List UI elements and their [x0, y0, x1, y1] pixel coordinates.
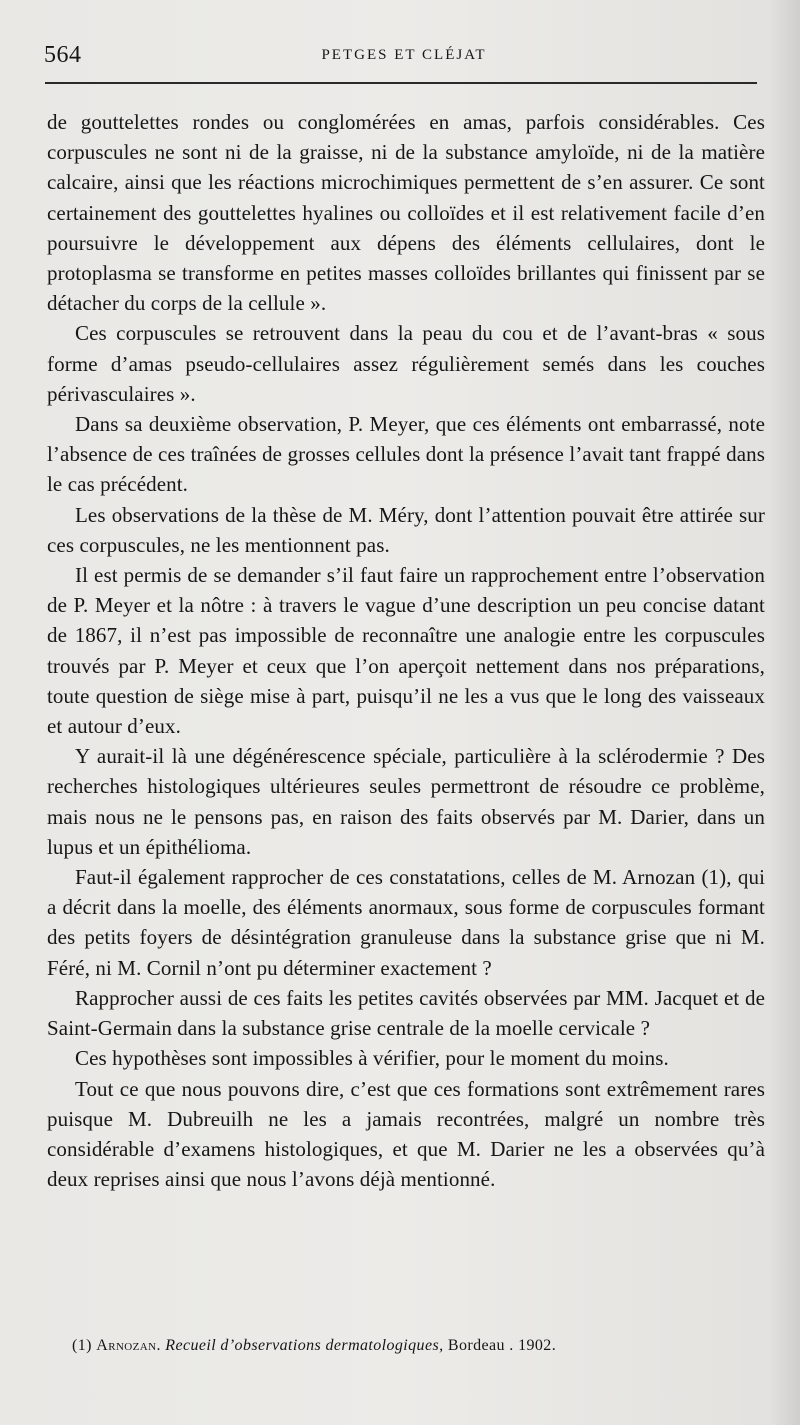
page-header: [44, 42, 764, 74]
body-text: [47, 107, 765, 1194]
paragraph: Dans sa deuxième observation, P. Meyer, que ces éléments ont embarrassé, note l’absence de ces traînées de grosses cellules dont la présence l’avait tant frappé dans le cas précédent.: [47, 412, 765, 497]
footnote: [72, 1335, 772, 1357]
paragraph: Tout ce que nous pouvons dire, c’est que ces formations sont extrêmement rares puisque M. Dubreuilh ne les a jamais recontrées, malgré un nombre très considérable d’examens histologiques, et que M. Darier ne les a observées qu’à deux reprises ainsi que nous l’avons déjà mentionné.: [47, 1076, 765, 1192]
paragraph: Rapprocher aussi de ces faits les petites cavités observées par MM. Jacquet et de Saint-Germain dans la substance grise centrale de la moelle cervicale ?: [47, 985, 765, 1041]
paragraph: Faut-il également rapprocher de ces constatations, celles de M. Arnozan (1), qui a décrit dans la moelle, des éléments anormaux, sous forme de corpuscules formant des petits foyers de désintégration granuleuse dans la substance grise que ni M. Féré, ni M. Cornil n’ont pu déterminer exactement ?: [47, 865, 765, 980]
page-number: 564: [44, 42, 82, 68]
paragraph: Les observations de la thèse de M. Méry, dont l’attention pouvait être attirée sur ces corpuscules, ne les mentionnent pas.: [47, 502, 765, 557]
footnote-author: Arnozan.: [96, 1337, 161, 1354]
paragraph: Ces hypothèses sont impossibles à vérifier, pour le moment du moins.: [75, 1046, 669, 1071]
paragraph: Ces corpuscules se retrouvent dans la peau du cou et de l’avant-bras « sous forme d’amas pseudo-cellulaires assez régulièrement semés dans les couches périvasculaires ».: [47, 321, 765, 406]
paragraph: Y aurait-il là une dégénérescence spéciale, particulière à la sclérodermie ? Des recherches histologiques ultérieures seules permettront de résoudre ce problème, mais nous ne le pensons pas, en raison des faits observés par M. Darier, dans un lupus et un épithélioma.: [47, 744, 765, 859]
paragraph: de gouttelettes rondes ou conglomérées en amas, parfois considérables. Ces corpuscules ne sont ni de la graisse, ni de la substance amyloïde, ni de la matière calcaire, ainsi que les réactions microchimiques permettent de s’en assurer. Ce sont certainement des gouttelettes hyalines ou colloïdes et il est relativement facile d’en poursuivre le développement aux dépens des éléments cellulaires, dont le protoplasma se transforme en petites masses colloïdes brillantes qui finissent par se détacher du corps de la cellule ».: [47, 110, 765, 316]
footnote-title: Recueil d’observations dermatologiques,: [165, 1337, 444, 1354]
header-rule: [45, 82, 757, 84]
paragraph: Il est permis de se demander s’il faut faire un rapprochement entre l’observation de P. Meyer et la nôtre : à travers le vague d’une description un peu concise datant de 1867, il n’est pas impossible de reconnaître une analogie entre les corpuscules trouvés par P. Meyer et ceux que l’on aperçoit nettement dans nos préparations, toute question de siège mise à part, puisqu’il ne les a vus que le long des vaisseaux et autour d’eux.: [47, 563, 765, 739]
footnote-marker: (1): [72, 1337, 92, 1354]
running-head: PETGES ET CLÉJAT: [321, 47, 487, 63]
footnote-place-year: Bordeau . 1902.: [447, 1337, 557, 1354]
